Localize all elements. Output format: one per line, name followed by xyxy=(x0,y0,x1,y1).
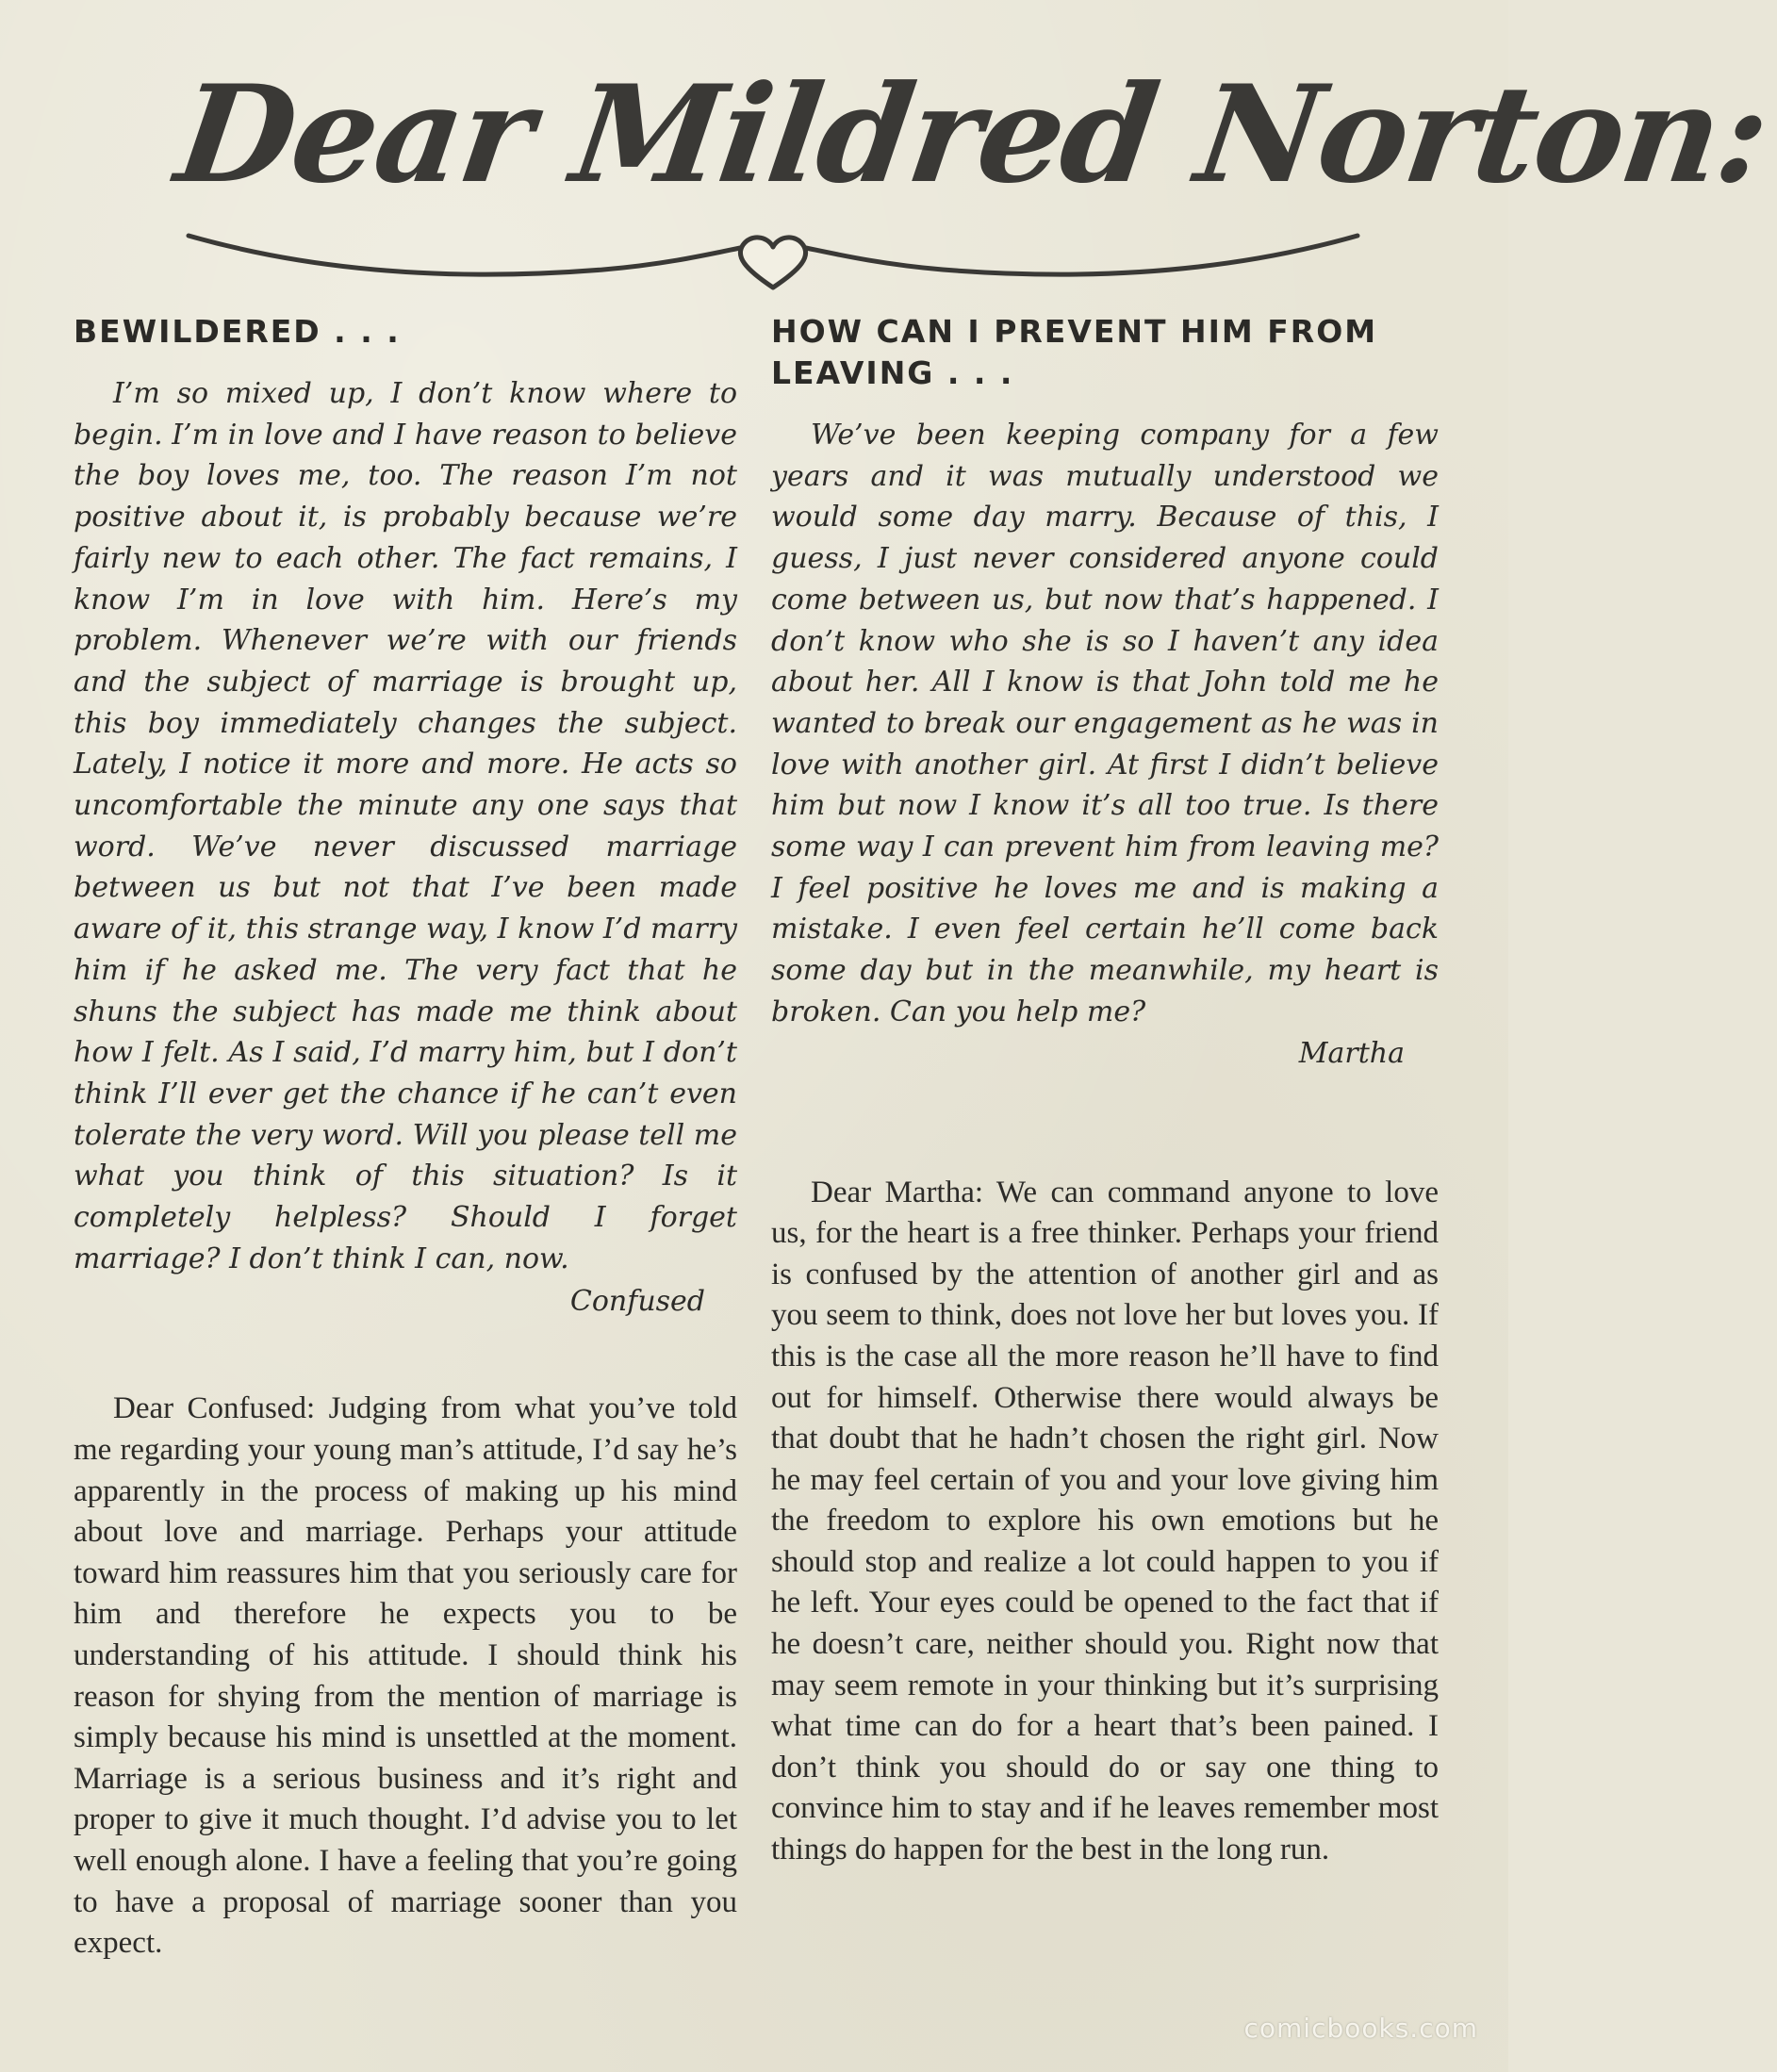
heart-icon xyxy=(740,238,805,288)
masthead xyxy=(168,38,1777,311)
left-column xyxy=(74,311,737,1965)
signature-confused: Confused xyxy=(569,1285,705,1319)
reader-letter-confused: I’m so mixed up, I don’t know where to begin. I’m in love and I have reason to believe the boy loves me, too. The reason I’m not positive about it, is probably because we’re fairly new to each other. The fact remains, I know I’m in love with him. Here’s my problem. Whenever we’re with our friends and the subject of marriage is brought up, this boy immediately changes the subject. Lately, I notice it more and more. He acts so uncomfortable the minute any one says that word. We’ve never discussed marriage between us but not that I’ve been made aware of it, this strange way, I know I’d marry him if he asked me. The very fact that he shuns the subject has made me think about how I felt. As I said, I’d marry him, but I don’t think I’ll ever get the chance if he can’t even tolerate the very word. Will you please tell me what you think of this situation? Is it completely helpless? Should I forget marriage? I don’t think I can, now. xyxy=(74,377,737,1275)
letter-heading-bewildered: BEWILDERED . . . xyxy=(74,313,401,350)
right-column xyxy=(771,311,1439,1871)
reader-letter-martha: We’ve been keeping company for a few years and it was mutually understood we would some day marry. Because of this, I guess, I just never considered anyone could come between us, but now that’s happened. I don’t know who she is so I haven’t any idea about her. All I know is that John told me he wanted to break our engagement as he was in love with another girl. At first I didn’t believe him but now I know it’s all too true. Is there some way I can prevent him from leaving me? I feel positive he loves me and is making a mistake. I even feel certain he’ll come back some day but in the meanwhile, my heart is broken. Can you help me? xyxy=(771,419,1439,1028)
site-watermark: comicbooks.com xyxy=(1243,2013,1478,2044)
signature-martha: Martha xyxy=(1298,1036,1405,1070)
masthead-title: Dear Mildred Norton: xyxy=(168,57,1777,213)
swash-heart-ornament xyxy=(179,38,1367,311)
letter-heading-prevent-leaving: HOW CAN I PREVENT HIM FROM LEAVING . . . xyxy=(771,313,1378,391)
reply-to-martha: Dear Martha: We can command anyone to love us, for the heart is a free thinker. Perhaps your friend is confused by the attention of another girl and as you seem to think, does not love her but loves you. If this is the case all the more reason he’ll have to find out for himself. Otherwise there would always be that doubt that he hadn’t chosen the right girl. Now he may feel certain of you and your love giving him the freedom to explore his own emotions but he should stop and realize a lot could happen to you if he left. Your eyes could be opened to the fact that if he doesn’t care, neither should you. Right now that may seem remote in your thinking but it’s surprising what time can do for a heart that’s been pained. I don’t think you should do or say one thing to convince him to stay and if he leaves remember most things do happen for the best in the long run. xyxy=(771,1175,1439,1867)
reply-to-confused: Dear Confused: Judging from what you’ve told me regarding your young man’s attitude, I’d say he’s apparently in the process of making up his mind about love and marriage. Perhaps your attitude toward him reassures him that you seriously care for him and therefore he expects you to be understanding of his attitude. I should think his reason for shying from the mention of marriage is simply because his mind is unsettled at the moment. Marriage is a serious business and it’s right and proper to give it much thought. I’d advise you to let well enough alone. I have a feeling that you’re going to have a proposal of marriage sooner than you expect. xyxy=(74,1391,737,1961)
